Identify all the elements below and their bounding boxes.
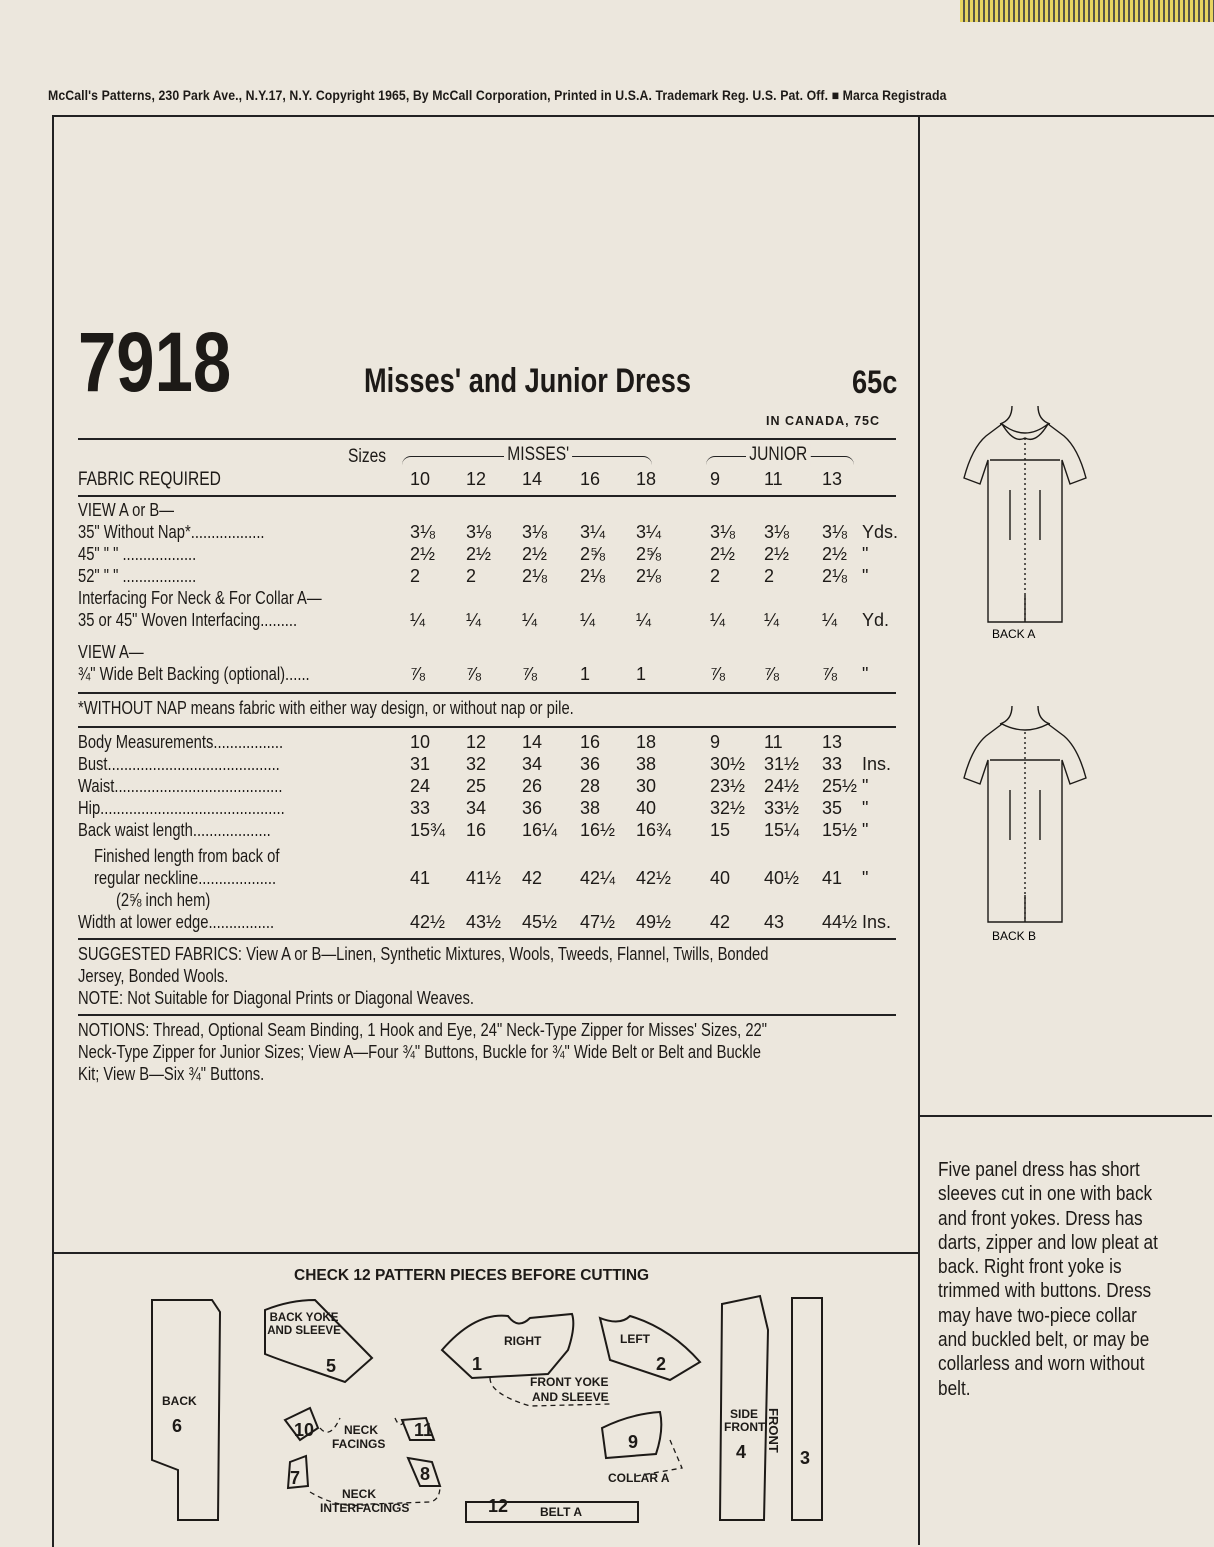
body-row-cell: 36: [580, 754, 601, 774]
sketch-back-b: [950, 700, 1100, 945]
fabric-row-cell: ¼: [636, 610, 652, 630]
size-column-header: 18: [636, 469, 657, 489]
notions-line-3: Kit; View B—Six ¾" Buttons.: [78, 1064, 265, 1084]
label-neck-interfacings-2: INTERFACINGS: [320, 1501, 410, 1515]
body-row-cell: 12: [466, 732, 487, 752]
fabric-row-label: Interfacing For Neck & For Collar A—: [78, 588, 322, 608]
body-row-cell: 40: [636, 798, 657, 818]
finished-cell: 41½: [466, 868, 502, 888]
label-neck-interfacings-1: NECK: [342, 1487, 377, 1501]
body-row-label: Back waist length...................: [78, 820, 271, 840]
label-front-yoke-1: FRONT YOKE: [530, 1375, 609, 1389]
body-row-cell: 15: [710, 820, 731, 840]
label-right-no: 1: [472, 1354, 483, 1374]
fabric-row-unit: Yd.: [862, 610, 890, 630]
body-row-label: Bust..........................................: [78, 754, 280, 774]
price-canada: IN CANADA, 75C: [766, 414, 881, 428]
label-front-no: 3: [800, 1448, 811, 1468]
piece-front: [792, 1298, 822, 1520]
body-row-cell: 15½: [822, 820, 858, 840]
fabric-row-cell: 2½: [466, 544, 492, 564]
fabric-row-cell: 3⅛: [410, 522, 436, 542]
fabric-row-cell: 2½: [410, 544, 436, 564]
fabric-row-label: 35" Without Nap*..................: [78, 522, 265, 542]
body-row-cell: 34: [522, 754, 543, 774]
fabric-row-cell: 2⅛: [522, 566, 548, 586]
width-cell: 44½: [822, 912, 858, 932]
body-row-cell: 36: [522, 798, 543, 818]
vertical-divider: [918, 115, 920, 1545]
fabric-row-cell: 3⅛: [710, 522, 736, 542]
body-row-cell: 26: [522, 776, 543, 796]
finished-cell: 42¼: [580, 868, 616, 888]
finished-label-1: Finished length from back of: [94, 846, 280, 866]
fabric-row-cell: ⅞: [466, 664, 482, 684]
body-row-cell: 25: [466, 776, 487, 796]
fabric-row-cell: 2: [710, 566, 721, 586]
fabric-row-cell: 3¼: [580, 522, 606, 542]
note-line: NOTE: Not Suitable for Diagonal Prints or Diagonal Weaves.: [78, 988, 474, 1008]
label-collar: COLLAR A: [608, 1471, 670, 1485]
fabric-row-cell: 2: [466, 566, 477, 586]
body-row-cell: 25½: [822, 776, 858, 796]
body-row-cell: 31½: [764, 754, 800, 774]
fabric-row-unit: ": [862, 664, 869, 684]
body-row-cell: 16¼: [522, 820, 558, 840]
body-row-cell: 38: [636, 754, 657, 774]
fabric-row-label: ¾" Wide Belt Backing (optional)......: [78, 664, 310, 684]
width-cell: 47½: [580, 912, 616, 932]
body-row-cell: 32: [466, 754, 487, 774]
label-no-7: 7: [290, 1468, 301, 1488]
label-back-yoke-no: 5: [326, 1356, 337, 1376]
label-right: RIGHT: [504, 1334, 542, 1348]
fabric-required-label: FABRIC REQUIRED: [78, 469, 221, 490]
size-column-header: 16: [580, 469, 601, 489]
finished-label-2: regular neckline...................: [94, 868, 277, 888]
label-side-front: SIDE FRONT: [724, 1407, 766, 1434]
rule-body: [78, 938, 896, 940]
label-no-11: 11: [414, 1420, 434, 1440]
body-row-cell: 13: [822, 732, 843, 752]
body-row-cell: 34: [466, 798, 487, 818]
body-row-cell: 14: [522, 732, 543, 752]
fabric-row-label: VIEW A or B—: [78, 500, 174, 520]
pattern-title: Misses' and Junior Dress: [364, 362, 691, 400]
finished-label-3: (2⅝ inch hem): [116, 890, 211, 910]
body-row-cell: 18: [636, 732, 657, 752]
fabric-row-cell: 2⅝: [580, 544, 606, 564]
fabric-row-cell: ⅞: [822, 664, 838, 684]
finished-cell: 40: [710, 868, 731, 888]
body-row-cell: 10: [410, 732, 431, 752]
fabric-row-cell: 1: [636, 664, 647, 684]
right-divider: [920, 1115, 1212, 1117]
rule-header: [78, 495, 896, 497]
body-row-cell: 16½: [580, 820, 616, 840]
price: 65c: [852, 364, 898, 400]
fabric-row-cell: 2⅛: [822, 566, 848, 586]
piece-back: [152, 1300, 220, 1520]
body-row-cell: 15¼: [764, 820, 800, 840]
body-row-cell: 33: [822, 754, 843, 774]
body-row-cell: 28: [580, 776, 601, 796]
sketch-back-a: [950, 400, 1100, 645]
body-row-label: Body Measurements.................: [78, 732, 284, 752]
fabric-row-cell: 3¼: [636, 522, 662, 542]
fabric-row-cell: ⅞: [410, 664, 426, 684]
yellow-tape-strip: [960, 0, 1214, 22]
fabric-row-cell: 2½: [822, 544, 848, 564]
fabric-row-cell: 1: [580, 664, 591, 684]
dress-description: Five panel dress has short sleeves cut in one with back and front yokes. Dress has darts, zipper and low pleat at back. Right front yoke is trimmed with buttons. Dress may have two-piece collar and buckled belt, or may be collarless and worn without belt.: [938, 1159, 1158, 1400]
fabric-row-cell: ¼: [522, 610, 538, 630]
size-column-header: 12: [466, 469, 487, 489]
width-label: Width at lower edge................: [78, 912, 275, 932]
fabric-row-unit: Yds.: [862, 522, 899, 542]
label-left: LEFT: [620, 1332, 650, 1346]
label-belt-no: 12: [488, 1496, 509, 1516]
sizes-label: Sizes: [348, 446, 387, 467]
label-neck-facings-1: NECK: [344, 1423, 379, 1437]
label-no-8: 8: [420, 1464, 431, 1484]
bottom-divider: [52, 1252, 920, 1254]
body-row-cell: 31: [410, 754, 431, 774]
width-unit: Ins.: [862, 912, 892, 932]
fabric-row-cell: ¼: [410, 610, 426, 630]
size-column-header: 10: [410, 469, 431, 489]
rule-fabric: [78, 692, 896, 694]
rule-nap: [78, 726, 896, 728]
body-row-cell: 11: [764, 732, 783, 752]
fabric-row-cell: ¼: [466, 610, 482, 630]
finished-unit: ": [862, 868, 869, 888]
fabric-row-cell: ⅞: [710, 664, 726, 684]
suggested-line-1: SUGGESTED FABRICS: View A or B—Linen, Synthetic Mixtures, Wools, Tweeds, Flannel, Twills, Bonded: [78, 944, 769, 964]
label-neck-facings-2: FACINGS: [332, 1437, 386, 1451]
label-front: FRONT: [766, 1408, 781, 1453]
notions-line-2: Neck-Type Zipper for Junior Sizes; View A—Four ¾" Buttons, Buckle for ¾" Wide Belt or Belt and Buckle: [78, 1042, 761, 1062]
body-row-cell: 16¾: [636, 820, 672, 840]
body-row-cell: 30: [636, 776, 657, 796]
fabric-row-cell: ⅞: [764, 664, 780, 684]
fabric-row-cell: 2⅝: [636, 544, 662, 564]
size-column-header: 13: [822, 469, 843, 489]
fabric-row-cell: ⅞: [522, 664, 538, 684]
back-a-label: BACK A: [992, 627, 1036, 641]
fabric-row-cell: 3⅛: [822, 522, 848, 542]
body-row-cell: 32½: [710, 798, 746, 818]
fabric-row-cell: 2: [410, 566, 421, 586]
fabric-row-cell: ¼: [822, 610, 838, 630]
body-row-unit: ": [862, 776, 869, 796]
body-row-cell: 16: [466, 820, 487, 840]
size-column-header: 14: [522, 469, 543, 489]
finished-cell: 42½: [636, 868, 672, 888]
body-row-cell: 16: [580, 732, 601, 752]
pattern-number: 7918: [78, 315, 232, 409]
misses-label: MISSES': [504, 444, 572, 466]
body-row-cell: 30½: [710, 754, 746, 774]
body-row-cell: 24½: [764, 776, 800, 796]
rule-suggested: [78, 1014, 896, 1016]
size-column-header: 11: [764, 469, 783, 489]
fabric-row-cell: 2½: [764, 544, 790, 564]
body-row-cell: 23½: [710, 776, 746, 796]
width-cell: 42½: [410, 912, 446, 932]
size-column-header: 9: [710, 469, 721, 489]
fabric-row-cell: 2⅛: [636, 566, 662, 586]
width-cell: 42: [710, 912, 731, 932]
body-row-unit: ": [862, 798, 869, 818]
notions-line-1: NOTIONS: Thread, Optional Seam Binding, 1 Hook and Eye, 24" Neck-Type Zipper for Misses' Sizes, 22": [78, 1020, 768, 1040]
body-row-label: Waist.........................................: [78, 776, 283, 796]
body-row-cell: 9: [710, 732, 721, 752]
finished-cell: 41: [410, 868, 431, 888]
fabric-row-cell: 3⅛: [764, 522, 790, 542]
fabric-row-cell: ¼: [580, 610, 596, 630]
finished-cell: 41: [822, 868, 843, 888]
junior-label: JUNIOR: [746, 444, 811, 466]
body-row-cell: 24: [410, 776, 431, 796]
body-row-cell: 15¾: [410, 820, 446, 840]
fabric-row-label: VIEW A—: [78, 642, 144, 662]
body-row-cell: 33: [410, 798, 431, 818]
label-belt: BELT A: [540, 1505, 582, 1519]
fabric-row-cell: 3⅛: [522, 522, 548, 542]
width-cell: 45½: [522, 912, 558, 932]
width-cell: 43: [764, 912, 785, 932]
fabric-row-unit: ": [862, 544, 869, 564]
piece-left-front-yoke: [600, 1316, 700, 1380]
label-back-no: 6: [172, 1416, 183, 1436]
label-side-front-no: 4: [736, 1442, 747, 1462]
fabric-row-cell: 3⅛: [466, 522, 492, 542]
finished-cell: 42: [522, 868, 543, 888]
body-row-cell: 35: [822, 798, 843, 818]
fabric-row-label: 52" " " ..................: [78, 566, 197, 586]
fabric-row-cell: ¼: [764, 610, 780, 630]
body-row-unit: Ins.: [862, 754, 892, 774]
nap-note: *WITHOUT NAP means fabric with either way design, or without nap or pile.: [78, 698, 574, 718]
body-row-cell: 33½: [764, 798, 800, 818]
fabric-row-cell: 2⅛: [580, 566, 606, 586]
rule-top: [78, 438, 896, 440]
finished-cell: 40½: [764, 868, 800, 888]
label-back: BACK: [162, 1394, 197, 1408]
fabric-row-cell: 2: [764, 566, 775, 586]
fabric-row-cell: ¼: [710, 610, 726, 630]
fabric-row-label: 35 or 45" Woven Interfacing.........: [78, 610, 298, 630]
width-cell: 49½: [636, 912, 672, 932]
label-no-10: 10: [294, 1420, 315, 1440]
back-b-label: BACK B: [992, 929, 1037, 943]
body-row-unit: ": [862, 820, 869, 840]
suggested-line-2: Jersey, Bonded Wools.: [78, 966, 229, 986]
fabric-row-label: 45" " " ..................: [78, 544, 197, 564]
body-row-cell: 38: [580, 798, 601, 818]
label-back-yoke: BACK YOKE AND SLEEVE: [267, 1312, 341, 1337]
fabric-row-cell: 2½: [710, 544, 736, 564]
fabric-row-cell: 2½: [522, 544, 548, 564]
pieces-heading: CHECK 12 PATTERN PIECES BEFORE CUTTING: [294, 1267, 650, 1284]
label-collar-no: 9: [628, 1432, 639, 1452]
label-front-yoke-2: AND SLEEVE: [532, 1390, 609, 1404]
width-cell: 43½: [466, 912, 502, 932]
label-left-no: 2: [656, 1354, 667, 1374]
fabric-row-unit: ": [862, 566, 869, 586]
copyright-line: McCall's Patterns, 230 Park Ave., N.Y.17, N.Y. Copyright 1965, By McCall Corporation, Printed in U.S.A. Trademark Reg. U.S. Pat. Off. ■ Marca Registrada: [48, 88, 947, 103]
body-row-label: Hip.............................................: [78, 798, 285, 818]
